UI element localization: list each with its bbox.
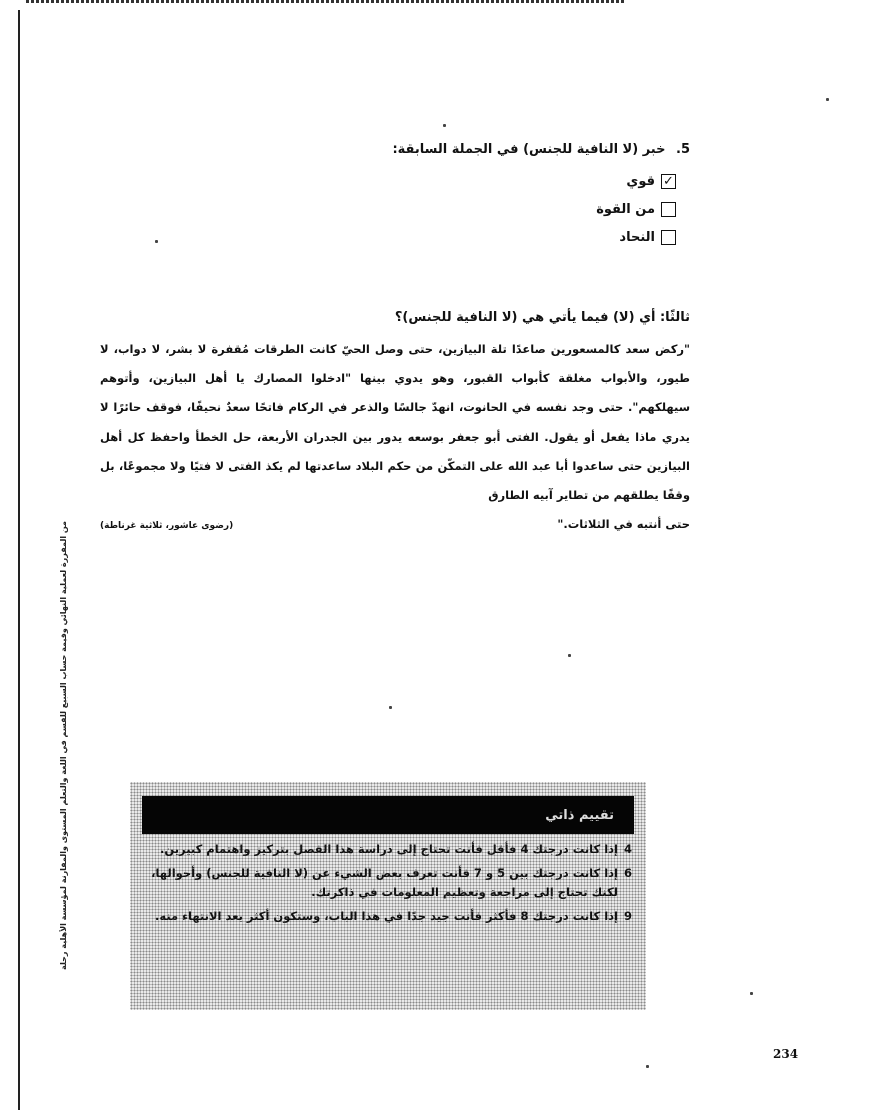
page-number: 234: [773, 1047, 799, 1061]
question-5-title: [330, 142, 690, 157]
item-number: 6: [623, 866, 632, 880]
vertical-side-note: من المقررة لعملية النهائي وقيمة حساب السبيع للقسم في اللغة والتعلم المستوى والمقارنة لمؤسسة الأهلية رحلة: [59, 520, 68, 970]
scan-speck: [389, 706, 392, 709]
option-item[interactable]: [330, 223, 676, 251]
question-5: [330, 142, 690, 251]
options-list: [330, 167, 690, 251]
checkbox-icon[interactable]: [661, 202, 676, 217]
item-text: إذا كانت درجتك 4 فأقل فأنت تحتاج إلى دراسة هذا الفصل بتركيز واهتمام كبيرين.: [160, 842, 618, 856]
assessment-item: [144, 864, 632, 902]
scan-speck: [826, 98, 829, 101]
option-label: قوي: [626, 173, 655, 189]
item-number: 4: [623, 842, 632, 856]
excerpt-tail-line: [100, 510, 690, 541]
scan-speck: [646, 1065, 649, 1068]
option-label: النحاد: [619, 229, 655, 245]
scan-speck: [443, 124, 446, 127]
excerpt-paragraph: "ركض سعد كالمسعورين صاعدًا تلة البيازين، حتى وصل الحيّ كانت الطرقات مُقفرة لا بشر، لا دواب، لا طيور، والأبواب مغلقة كأبواب القبور، وهو يدوي بينها "ادخلوا المصارك يا أهل البيازين، وأتوهم سيهلكهم". حتى وجد نفسه في الحانوت، انهدّ جالسًا والذعر في الركام فاتحًا سعدٌ نحيفًا، فوقف حائرًا لا يدري ماذا يفعل أو يقول. الفتى أبو جعفر بوسعه يدور بين الجدران الأربعة، حل الخطأ واحفظ كل أهل البيازين حتى ساعدوا أبا عبد الله على التمكّن من حكم البلاد ساعدتها لم يكذ الفتى لا فتيًا ولا مجموعًا، بل وقفًا يطلقهم من تطاير آبيه الطارق: [100, 342, 690, 503]
option-item[interactable]: [330, 195, 676, 223]
assessment-item: [144, 907, 632, 926]
excerpt-source: (رضوى عاشور، ثلاثية غرناطة): [100, 521, 234, 532]
assessment-item: [144, 840, 632, 859]
section-three: [100, 310, 690, 541]
left-margin-rule: [18, 10, 20, 1110]
checked-box-icon[interactable]: ✓: [661, 174, 676, 189]
self-assessment-box: [130, 782, 646, 1010]
assessment-list: [144, 840, 632, 931]
question-number: 5.: [676, 142, 690, 157]
top-scan-edge: [26, 0, 626, 3]
checkbox-icon[interactable]: [661, 230, 676, 245]
item-text: إذا كانت درجتك 8 فأكثر فأنت جيد جدًا في هذا الباب، وستكون أكثر بعد الانتهاء منه.: [155, 909, 618, 923]
question-text: خبر (لا النافية للجنس) في الجملة السابقة:: [392, 142, 666, 157]
scan-speck: [750, 992, 753, 995]
option-item[interactable]: [330, 167, 676, 195]
section-title: ثالثًا: أي (لا) فيما يأتي هي (لا النافية للجنس)؟: [394, 310, 690, 325]
item-number: 9: [623, 909, 632, 923]
option-label: من القوة: [596, 201, 655, 217]
item-text: إذا كانت درجتك بين 5 و 7 فأنت تعرف بعض الشيء عن (لا النافية للجنس) وأحوالها، لكنك تحتاج إلى مراجعة وتعظيم المعلومات في ذاكرتك.: [151, 866, 618, 899]
scan-speck: [155, 240, 158, 243]
box-heading: تقييم ذاتي: [142, 796, 634, 834]
excerpt-tail: حتى أنتبه في الثلاثات.": [557, 517, 690, 532]
scan-speck: [568, 654, 571, 657]
